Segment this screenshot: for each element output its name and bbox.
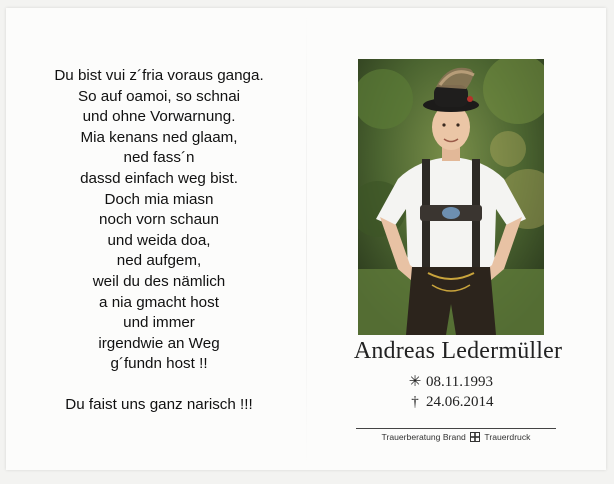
- birth-star-icon: ✳: [408, 374, 422, 390]
- printer-name-right: Trauerdruck: [484, 432, 531, 442]
- poem-line: noch vorn schaun: [99, 211, 219, 229]
- poem-line: irgendwie an Weg: [98, 334, 220, 352]
- poem-line: ned aufgem,: [116, 252, 202, 270]
- poem-line: Mia kenans ned glaam,: [80, 128, 238, 146]
- memorial-card: [6, 8, 606, 470]
- portrait-photo: [358, 59, 544, 335]
- poem-line: weil du des nämlich: [92, 272, 226, 290]
- deceased-name: Andreas Ledermüller: [353, 338, 563, 364]
- footer-divider: [356, 428, 556, 429]
- poem: [24, 66, 294, 416]
- printer-name-left: Trauerberatung Brand: [381, 432, 466, 442]
- death-date: 24.06.2014: [426, 394, 494, 410]
- birth-date: 08.11.1993: [426, 374, 493, 390]
- death-cross-icon: †: [411, 394, 419, 410]
- poem-line: und immer: [123, 314, 195, 332]
- poem-line: und ohne Vorwarnung.: [82, 108, 236, 126]
- life-dates: [408, 372, 558, 412]
- poem-line: So auf oamoi, so schnai: [77, 87, 241, 105]
- poem-line: ned fass´n: [123, 149, 195, 167]
- poem-line: Doch mia miasn: [104, 190, 214, 208]
- card-fold: [306, 8, 307, 470]
- poem-line: dassd einfach weg bist.: [80, 169, 238, 187]
- death-row: [408, 392, 558, 412]
- portrait-illustration: [358, 59, 544, 335]
- poem-line: g´fundn host !!: [110, 355, 208, 373]
- printer-credit: [356, 432, 556, 442]
- poem-closing-line: Du faist uns ganz narisch !!!: [65, 395, 253, 413]
- cross-logo-icon: [470, 432, 480, 442]
- poem-line: Du bist vui z´fria voraus ganga.: [54, 67, 264, 84]
- poem-line: und weida doa,: [107, 231, 211, 249]
- birth-row: [408, 372, 558, 392]
- poem-line: a nia gmacht host: [99, 293, 219, 311]
